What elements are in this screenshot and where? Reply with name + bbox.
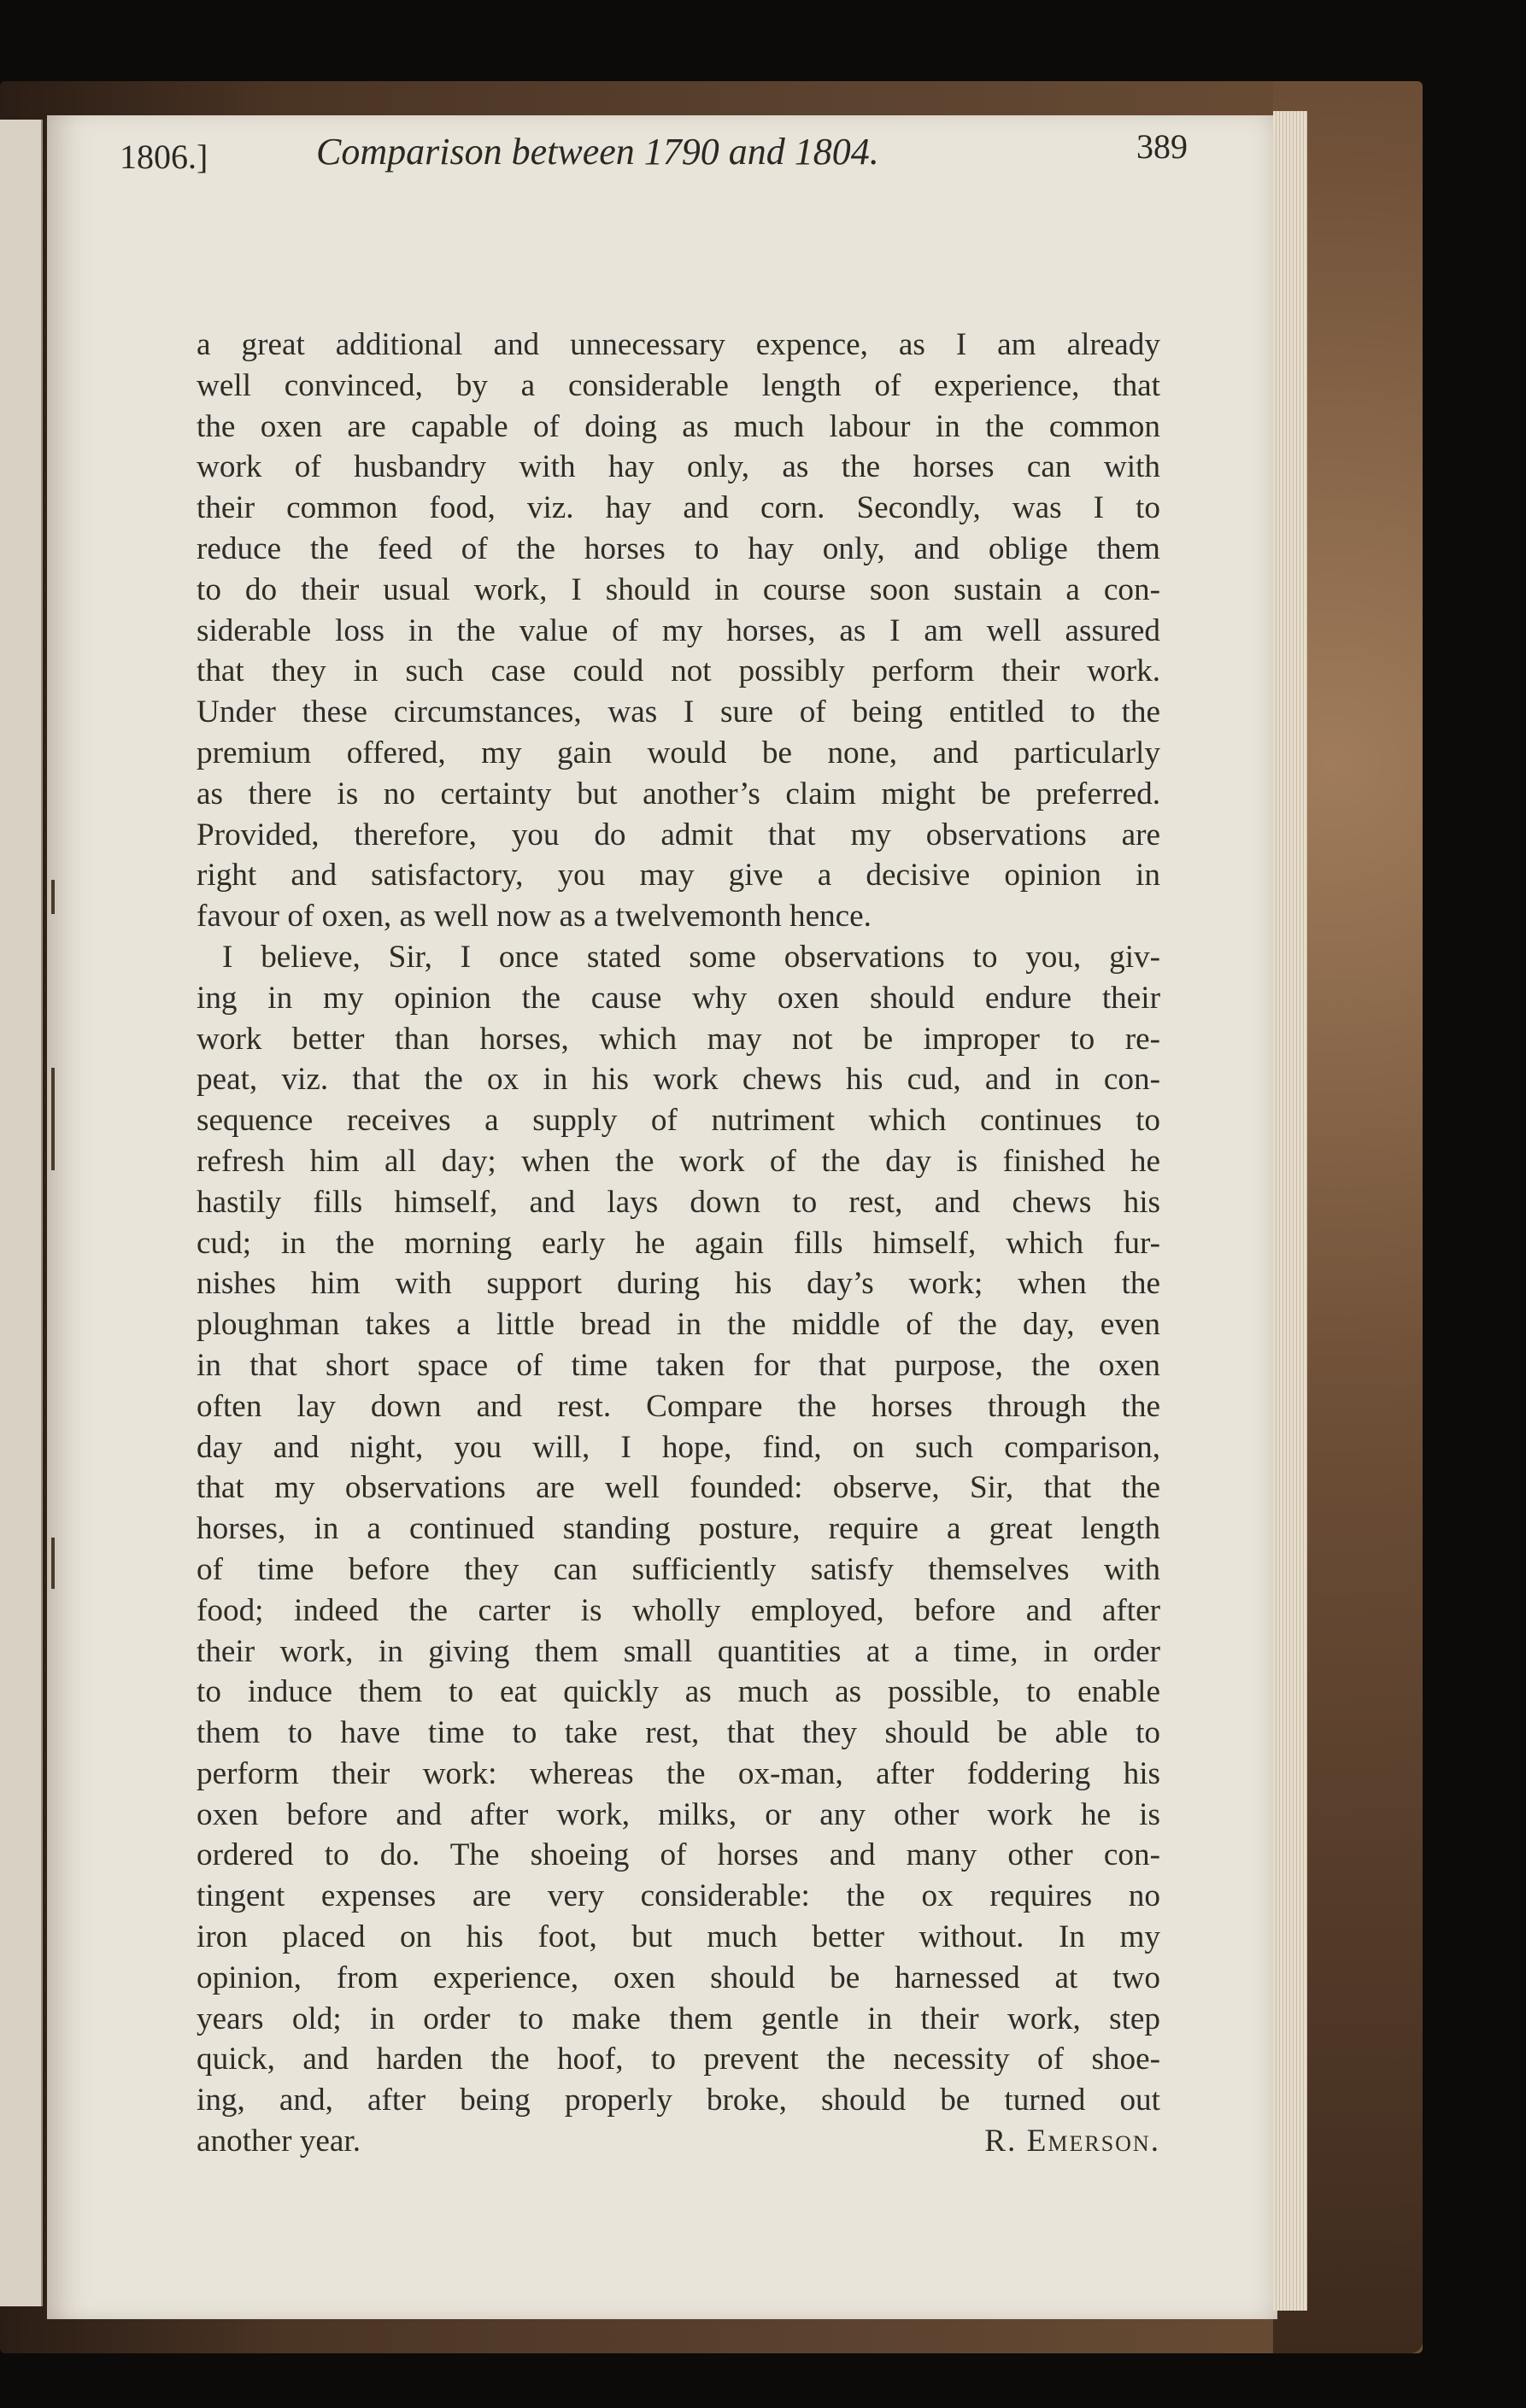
text-line: favour of oxen, as well now as a twelvemonth hence.: [197, 899, 872, 934]
text-line: of time before they can sufficiently satisfy themselves with: [197, 1551, 1160, 1587]
text-line: that they in such case could not possibly perform their work.: [197, 653, 1160, 689]
text-line: their work, in giving them small quantities at a time, in order: [197, 1633, 1160, 1669]
closing-text: another year.: [197, 2124, 361, 2159]
left-margin-mark: [51, 1068, 55, 1170]
paragraph-1: [197, 325, 1160, 937]
text-line: premium offered, my gain would be none, and particularly: [197, 735, 1160, 770]
text-line: horses, in a continued standing posture, require a great length: [197, 1511, 1160, 1547]
text-line: to do their usual work, I should in course soon sustain a con-: [197, 571, 1160, 607]
text-line: them to have time to take rest, that they should be able to: [197, 1715, 1160, 1751]
text-line: opinion, from experience, oxen should be harnessed at two: [197, 1960, 1160, 1995]
text-line: ing, and, after being properly broke, should be turned out: [197, 2083, 1160, 2118]
header-year: 1806.]: [120, 138, 208, 176]
text-line: ing in my opinion the cause why oxen should endure their: [197, 980, 1160, 1016]
text-line: right and satisfactory, you may give a decisive opinion in: [197, 858, 1160, 893]
text-line: siderable loss in the value of my horses, as I am well assured: [197, 612, 1160, 648]
text-line: day and night, you will, I hope, find, on such comparison,: [197, 1429, 1160, 1465]
text-line: often lay down and rest. Compare the horses through the: [197, 1388, 1160, 1424]
text-line: work of husbandry with hay only, as the horses can with: [197, 449, 1160, 485]
final-line: [197, 2121, 1160, 2162]
text-line: tingent expenses are very considerable: the ox requires no: [197, 1878, 1160, 1914]
text-line: a great additional and unnecessary expence, as I am already: [197, 327, 1160, 362]
text-line: in that short space of time taken for that purpose, the oxen: [197, 1347, 1160, 1383]
text-line: quick, and harden the hoof, to prevent the necessity of shoe-: [197, 2042, 1160, 2077]
text-line: ploughman takes a little bread in the middle of the day, even: [197, 1307, 1160, 1343]
page-stack-edge: [1273, 111, 1307, 2311]
text-line: that my observations are well founded: observe, Sir, that the: [197, 1470, 1160, 1506]
text-line: refresh him all day; when the work of the day is finished he: [197, 1143, 1160, 1179]
text-line: ordered to do. The shoeing of horses and many other con-: [197, 1837, 1160, 1873]
paragraph-2: [197, 937, 1160, 2162]
left-margin-mark: [51, 880, 55, 914]
text-line: peat, viz. that the ox in his work chews his cud, and in con-: [197, 1062, 1160, 1098]
text-line: hastily fills himself, and lays down to rest, and chews his: [197, 1184, 1160, 1220]
text-line: work better than horses, which may not be improper to re-: [197, 1021, 1160, 1057]
text-line: sequence receives a supply of nutriment which continues to: [197, 1103, 1160, 1139]
page-number: 389: [1136, 127, 1188, 166]
text-line: perform their work: whereas the ox-man, after foddering his: [197, 1755, 1160, 1791]
text-line: oxen before and after work, milks, or any other work he is: [197, 1796, 1160, 1832]
text-line: reduce the feed of the horses to hay only, and oblige them: [197, 530, 1160, 566]
left-margin-mark: [51, 1538, 55, 1589]
text-line: to induce them to eat quickly as much as possible, to enable: [197, 1674, 1160, 1710]
text-line: nishes him with support during his day’s work; when the: [197, 1266, 1160, 1302]
text-line: cud; in the morning early he again fills himself, which fur-: [197, 1225, 1160, 1261]
text-line: Under these circumstances, was I sure of being entitled to the: [197, 694, 1160, 730]
text-line: years old; in order to make them gentle in their work, step: [197, 2001, 1160, 2036]
text-line: I believe, Sir, I once stated some observations to you, giv-: [222, 939, 1160, 975]
text-line: well convinced, by a considerable length of experience, that: [197, 367, 1160, 403]
left-page-edge: [0, 120, 43, 2306]
text-line: as there is no certainty but another’s claim might be preferred.: [197, 776, 1160, 811]
text-line: iron placed on his foot, but much better without. In my: [197, 1919, 1160, 1955]
text-line: their common food, viz. hay and corn. Secondly, was I to: [197, 490, 1160, 526]
header-title: Comparison between 1790 and 1804.: [316, 131, 879, 173]
text-line: food; indeed the carter is wholly employed, before and after: [197, 1592, 1160, 1628]
text-line: the oxen are capable of doing as much labour in the common: [197, 408, 1160, 444]
running-header: [120, 127, 1188, 196]
article-body: [197, 325, 1160, 2162]
text-line: Provided, therefore, you do admit that my observations are: [197, 817, 1160, 852]
author-signature: R. Emerson.: [984, 2124, 1160, 2159]
